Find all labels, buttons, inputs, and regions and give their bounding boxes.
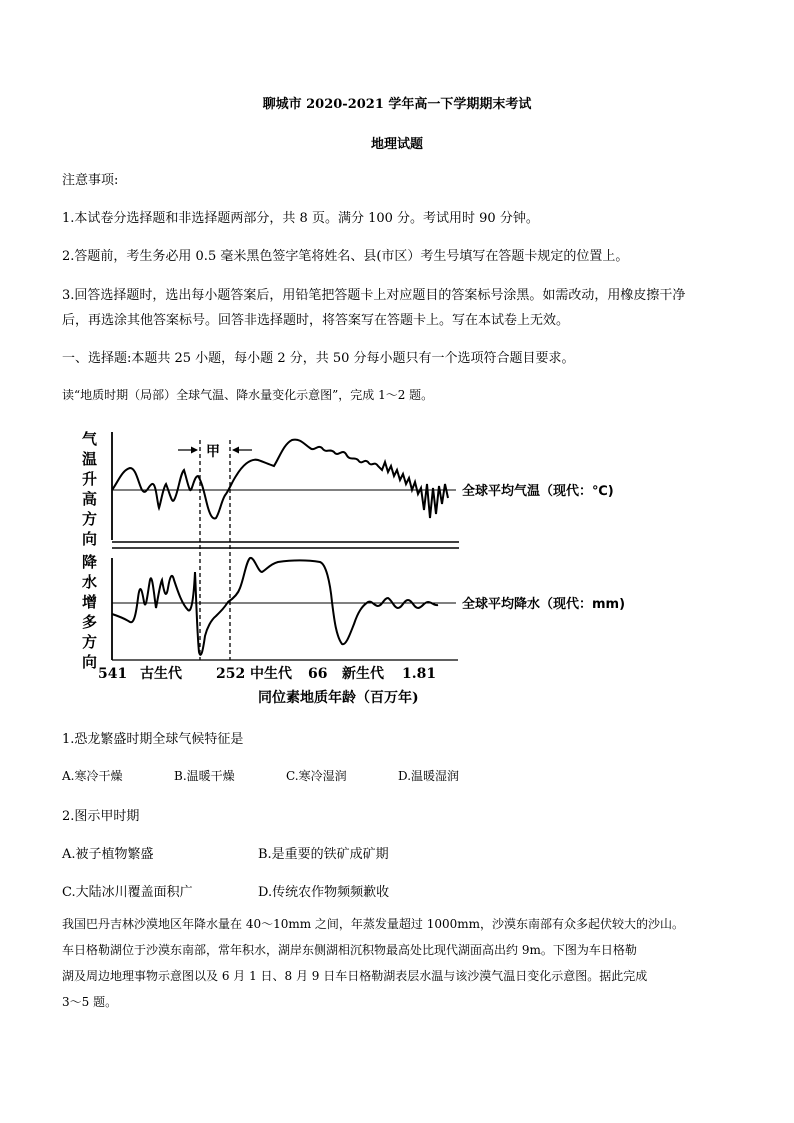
question-1-stem: 1.恐龙繁盛时期全球气候特征是	[62, 732, 244, 747]
temp-axis-label-0: 气	[82, 430, 98, 448]
temp-axis-label-1: 温	[82, 450, 98, 468]
temp-reference-label: 全球平均气温（现代：℃)	[462, 484, 614, 499]
x-tick-paleozoic: 古生代	[140, 666, 182, 682]
question-1-option-b: B.温暖干燥	[174, 769, 235, 783]
notice-item-1: 1.本试卷分选择题和非选择题两部分，共 8 页。满分 100 分。考试用时 90 分钟。	[62, 211, 539, 226]
precip-axis-label-1: 水	[82, 573, 98, 591]
temp-axis-label-4: 方	[82, 510, 98, 528]
question-2-stem: 2.图示甲时期	[62, 809, 140, 824]
question-2-option-b: B.是重要的铁矿成矿期	[258, 847, 389, 862]
question-1-option-d: D.温暖湿润	[398, 769, 460, 783]
precipitation-curve	[112, 558, 438, 655]
x-tick-1-81: 1.81	[402, 666, 437, 682]
question-2-option-d: D.传统农作物频频歉收	[258, 885, 390, 900]
temp-axis-label-2: 升	[82, 470, 98, 488]
passage-line-3: 湖及周边地理事物示意图以及 6 月 1 日、8 月 9 日车日格勒湖表层水温与该沙漠气温日变化示意图。据此完成	[62, 969, 648, 983]
period-arrow-left-head	[191, 447, 198, 454]
climate-change-svg	[64, 422, 664, 712]
notice-item-2: 2.答题前，考生务必用 0.5 毫米黑色签字笔将姓名、县(市区）考生号填写在答题卡规定的位置上。	[62, 249, 629, 264]
question-2-option-a: A.被子植物繁盛	[62, 847, 154, 862]
question-1-option-c: C.寒冷湿润	[286, 769, 347, 783]
notice-heading: 注意事项:	[62, 173, 119, 188]
notice-item-3-line2: 后，再选涂其他答案标号。回答非选择题时，将答案写在答题卡上。写在本试卷上无效。	[62, 313, 570, 328]
x-tick-541: 541	[98, 666, 128, 682]
x-tick-cenozoic: 新生代	[342, 666, 384, 682]
exam-title: 聊城市 2020-2021 学年高一下学期期末考试	[262, 97, 532, 112]
question-1-option-a: A.寒冷干燥	[62, 769, 123, 783]
climate-change-figure	[64, 422, 664, 712]
section1-heading: 一、选择题:本题共 25 小题，每小题 2 分，共 50 分每小题只有一个选项符合题目要求。	[62, 351, 575, 366]
question-2-option-c: C.大陆冰川覆盖面积广	[62, 885, 193, 900]
passage-line-2: 车日格勒湖位于沙漠东南部，常年积水，湖岸东侧湖相沉积物最高处比现代湖面高出约 9m。下图为车日格勒	[62, 943, 637, 957]
temperature-curve	[112, 440, 448, 519]
passage-line-4: 3～5 题。	[62, 995, 118, 1009]
x-tick-252: 252	[216, 666, 246, 682]
temp-axis-label-3: 高	[82, 490, 98, 508]
precip-axis-label-5: 向	[82, 653, 98, 671]
precip-axis-label-4: 方	[82, 633, 98, 651]
precip-axis-label-2: 增	[82, 593, 98, 611]
precip-axis-label-0: 降	[82, 553, 98, 571]
x-tick-66: 66	[308, 666, 328, 682]
temp-axis-label-5: 向	[82, 530, 98, 548]
passage-line-1: 我国巴丹吉林沙漠地区年降水量在 40～10mm 之间，年蒸发量超过 1000mm，沙漠东南部有众多起伏较大的沙山。	[62, 917, 685, 931]
section1-intro: 读“地质时期（局部）全球气温、降水量变化示意图”，完成 1～2 题。	[62, 388, 434, 402]
notice-item-3-line1: 3.回答选择题时，选出每小题答案后，用铅笔把答题卡上对应题目的答案标号涂黑。如需改动，用橡皮擦干净	[62, 288, 686, 303]
precip-axis-label-3: 多	[82, 613, 98, 631]
period-marker-label: 甲	[206, 444, 220, 460]
precip-reference-label: 全球平均降水（现代：mm)	[462, 597, 626, 612]
x-axis-title: 同位素地质年龄（百万年)	[258, 690, 419, 706]
x-tick-mesozoic: 中生代	[250, 666, 292, 682]
period-arrow-right-head	[232, 447, 239, 454]
exam-subject: 地理试题	[370, 137, 423, 152]
